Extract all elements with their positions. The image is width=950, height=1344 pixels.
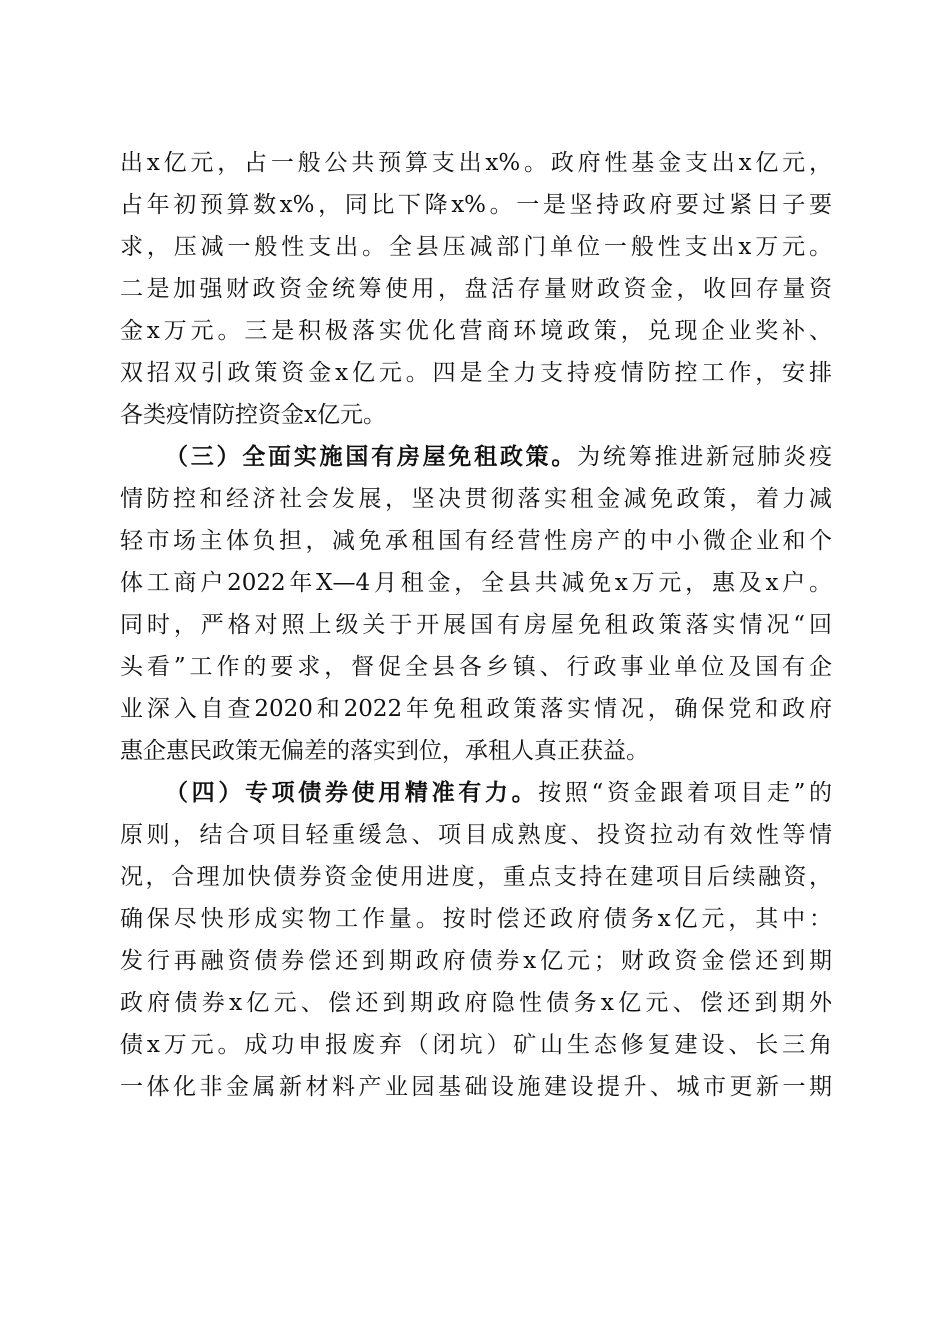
- paragraph-line: 确保尽快形成实物工作量。按时偿还政府债务x亿元，其中：: [120, 906, 832, 932]
- section-3-first-line: [165, 437, 832, 477]
- paragraph-line: 况，合理加快债券资金使用进度，重点支持在建项目后续融资，: [120, 864, 832, 890]
- section-3-heading: （三）全面实施国有房屋免租政策。: [165, 443, 578, 470]
- paragraph-line: 占年初预算数x%，同比下降x%。一是坚持政府要过紧日子要: [120, 192, 832, 218]
- paragraph-line: 二是加强财政资金统筹使用，盘活存量财政资金，收回存量资: [120, 276, 832, 302]
- paragraph-line: 情防控和经济社会发展，坚决贯彻落实租金减免政策，着力减: [120, 486, 832, 512]
- paragraph-line: 业深入自查2020和2022年免租政策落实情况，确保党和政府: [120, 696, 832, 722]
- paragraph-line: 出x亿元，占一般公共预算支出x%。政府性基金支出x亿元，: [120, 150, 832, 176]
- paragraph-line: 体工商户2022年X—4月租金，全县共减免x万元，惠及x户。: [120, 570, 832, 596]
- section-4-first-line-text: 按照“资金跟着项目走”的: [538, 780, 832, 806]
- paragraph-line: 轻市场主体负担，减免承租国有经营性房产的中小微企业和个: [120, 528, 832, 554]
- paragraph-line: 头看”工作的要求，督促全县各乡镇、行政事业单位及国有企: [120, 654, 832, 680]
- paragraph-line: 同时，严格对照上级关于开展国有房屋免租政策落实情况“回: [120, 612, 832, 638]
- section-4-heading: （四）专项债券使用精准有力。: [165, 779, 539, 806]
- paragraph-line: 各类疫情防控资金x亿元。: [120, 402, 386, 428]
- paragraph-line: 惠企惠民政策无偏差的落实到位，承租人真正获益。: [120, 738, 649, 764]
- paragraph-line: 求，压减一般性支出。全县压减部门单位一般性支出x万元。: [120, 234, 832, 260]
- paragraph-line: 金x万元。三是积极落实优化营商环境政策，兑现企业奖补、: [120, 318, 832, 344]
- paragraph-line: 原则，结合项目轻重缓急、项目成熟度、投资拉动有效性等情: [120, 822, 832, 848]
- section-3-first-line-text: 为统筹推进新冠肺炎疫: [577, 444, 833, 470]
- paragraph-line: 发行再融资债券偿还到期政府债券x亿元；财政资金偿还到期: [120, 948, 832, 974]
- paragraph-line: 双招双引政策资金x亿元。四是全力支持疫情防控工作，安排: [120, 360, 832, 386]
- section-4-first-line: [165, 773, 832, 813]
- paragraph-line: 债x万元。成功申报废弃（闭坑）矿山生态修复建设、长三角: [120, 1032, 832, 1058]
- paragraph-line: 政府债券x亿元、偿还到期政府隐性债务x亿元、偿还到期外: [120, 990, 832, 1016]
- paragraph-line: 一体化非金属新材料产业园基础设施建设提升、城市更新一期: [120, 1074, 832, 1100]
